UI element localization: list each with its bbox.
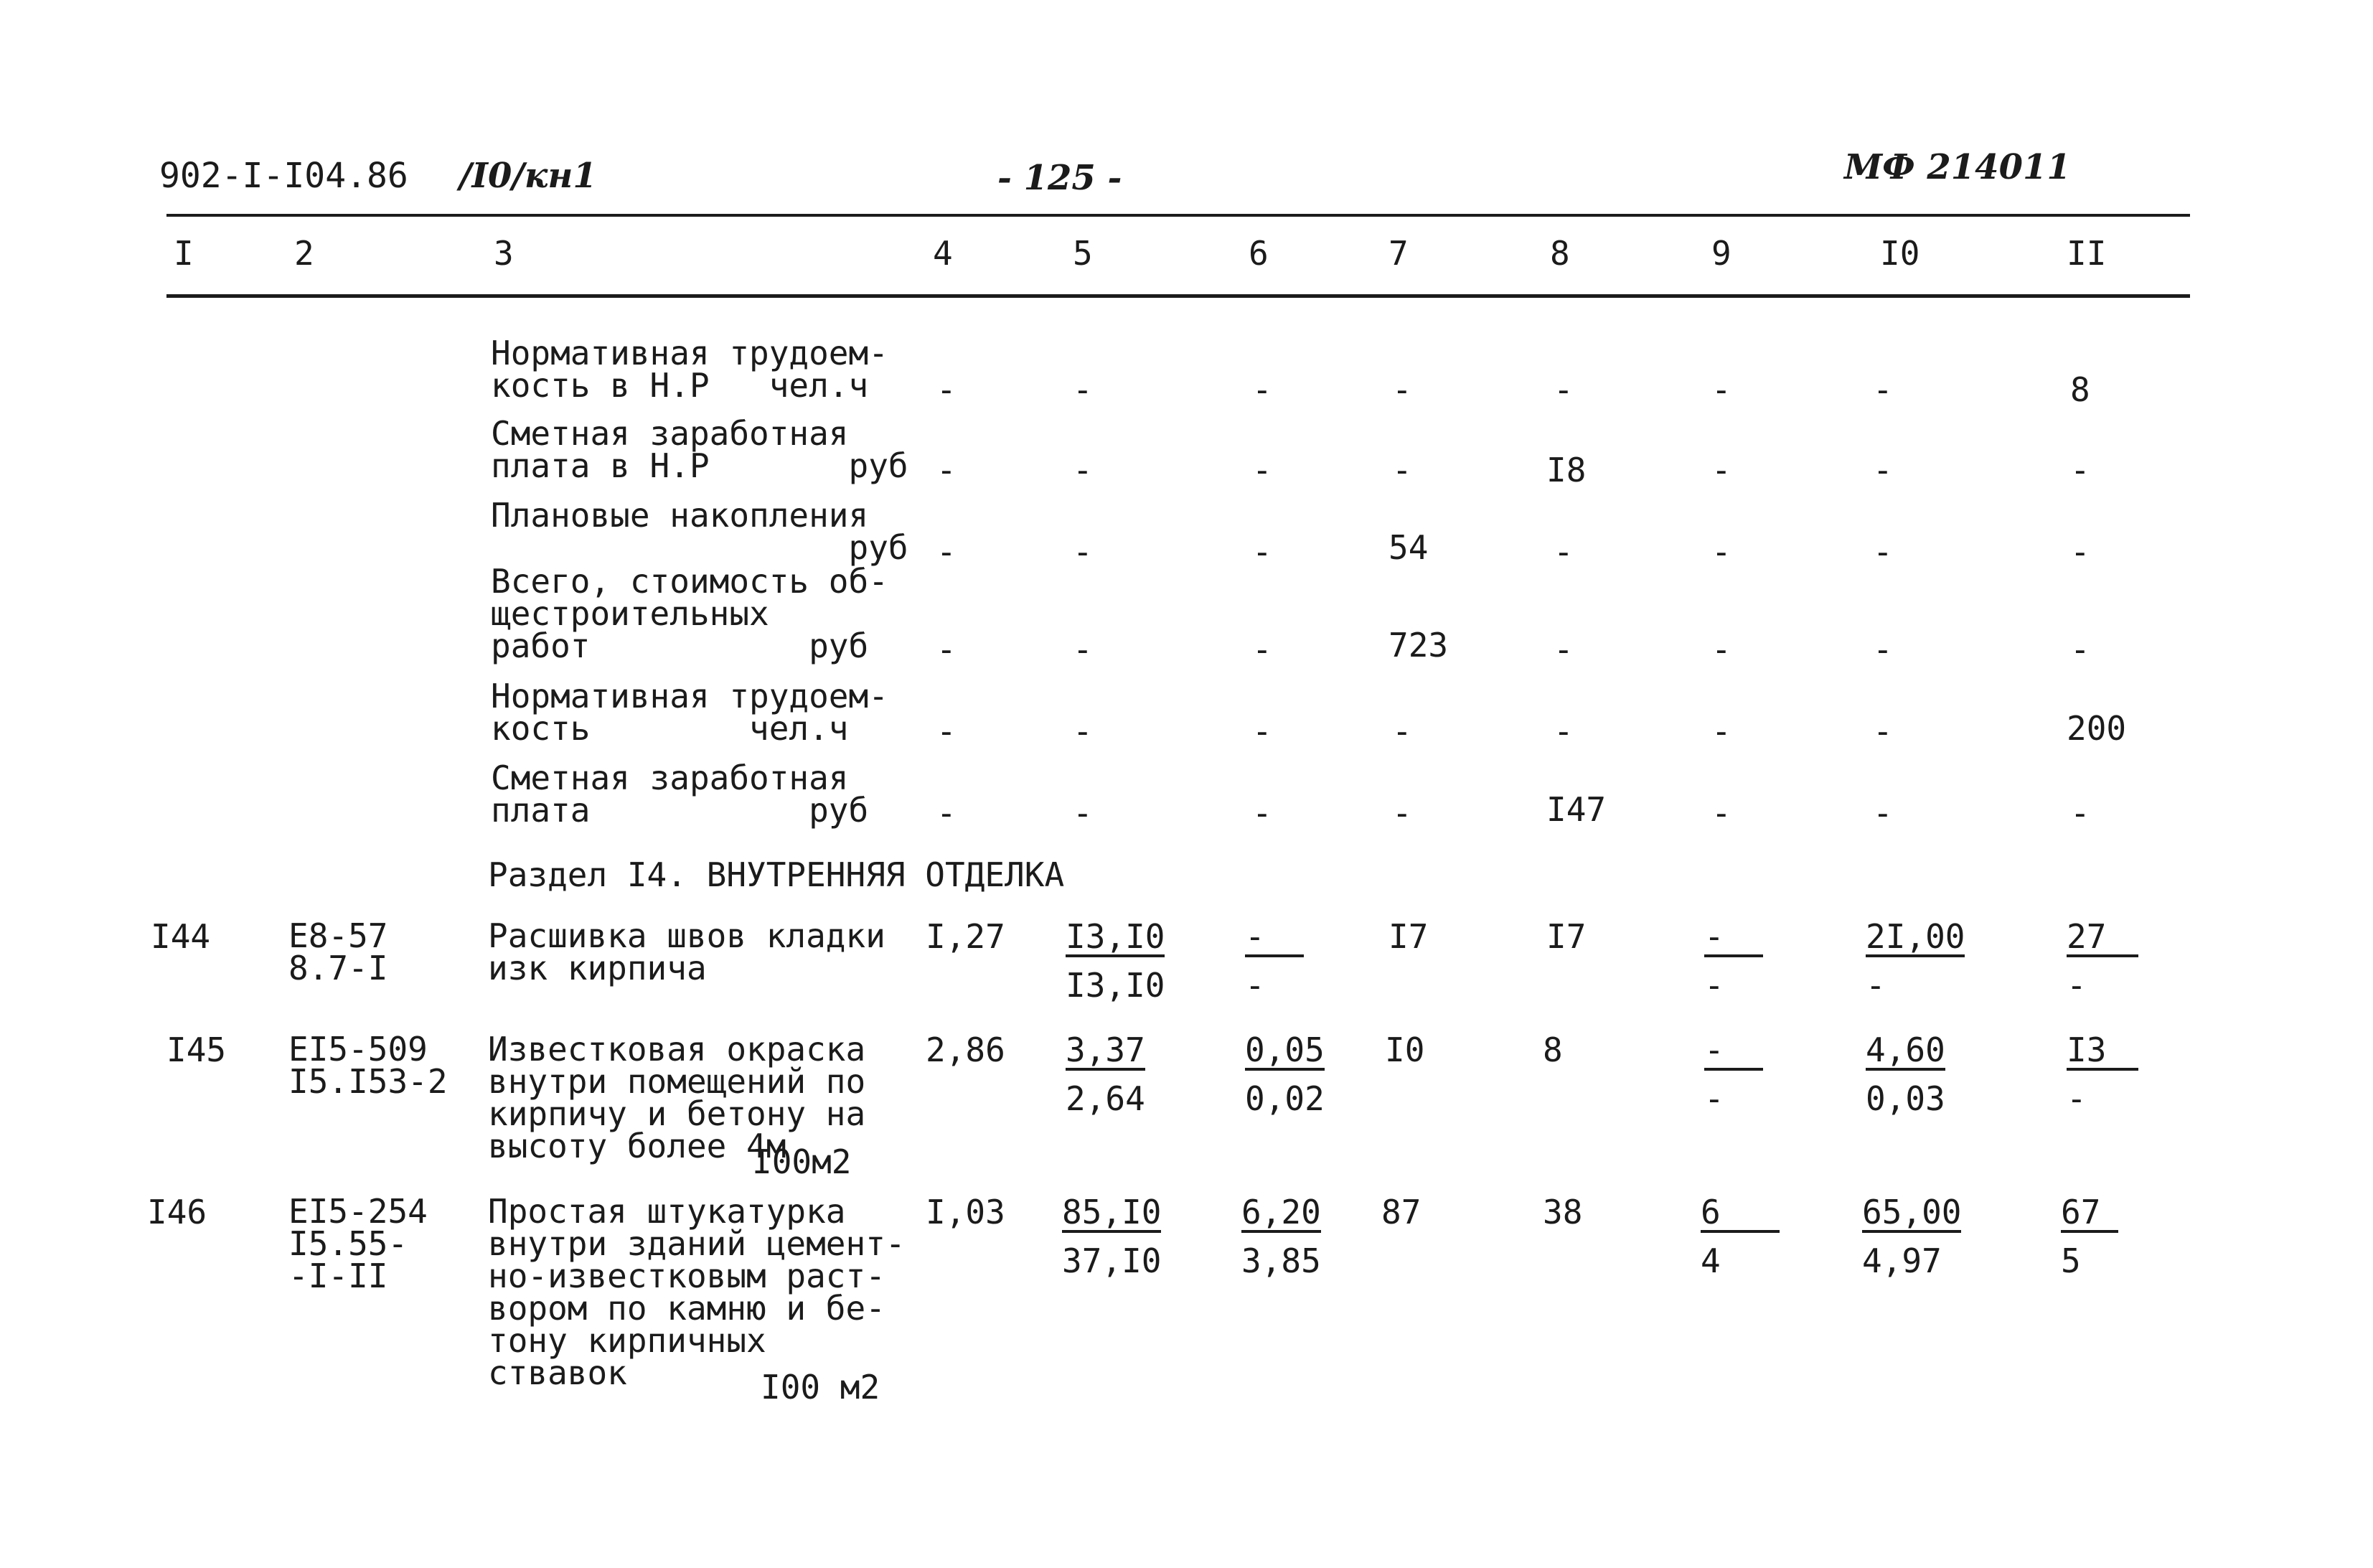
item-labor-total-machines: - [2067,966,2087,1005]
summary-row-label: Сметная заработная плата в Н.Р руб [491,414,908,485]
summary-row-cell: - [1711,532,1731,571]
table-header-rule [166,294,2190,298]
item-labor-norm-machines: 4,97 [1862,1241,1942,1280]
item-number: I46 [147,1193,207,1231]
item-code: E8-57 8.7-I [288,916,388,987]
item-labor-sum: 38 [1543,1193,1583,1231]
summary-row-cell: - [1711,451,1731,489]
col-number-2: 2 [294,234,314,273]
item-machines-labor: 3,85 [1241,1241,1321,1280]
col-number-1: I [174,234,194,273]
summary-row-cell: - [1554,532,1574,571]
summary-row-cell: - [936,794,957,832]
item-labor-sum: I7 [1546,917,1587,956]
item-unit: I00м2 [752,1142,852,1181]
summary-row-cell: 200 [2067,709,2127,748]
item-labor-norm-machines: - [1866,966,1886,1005]
summary-row-cell: - [1873,630,1893,669]
summary-row-cell: - [1711,712,1731,751]
col-number-7: 7 [1388,234,1409,273]
summary-row-cell: - [1873,794,1893,832]
item-cost-total: 3,37 [1066,1031,1145,1069]
summary-row-cell: - [2070,532,2090,571]
item-labor-norm: 4,60 [1866,1031,1945,1069]
summary-row-label: Всего, стоимость об- щестроительных работ руб [491,562,888,665]
col-number-4: 4 [933,234,953,273]
item-machine-sum: 6 [1701,1196,1780,1233]
col-number-10: I0 [1880,234,1920,273]
summary-row-cell: - [1711,794,1731,832]
item-labor-total: I3 [2067,1033,2138,1071]
item-description: Известковая окраска внутри помещений по кирпичу и бетону на высоту более 4м [488,1030,866,1165]
item-unit: I00 м2 [761,1368,880,1407]
summary-row-cell: - [2070,630,2090,669]
item-cost-labor: 2,64 [1066,1079,1145,1118]
col-number-3: 3 [494,234,514,273]
item-quantity: 2,86 [926,1031,1005,1069]
summary-row-cell: I47 [1546,790,1607,829]
summary-row-cell: - [1252,532,1272,571]
col-number-8: 8 [1550,234,1570,273]
doc-album: /I0/кн1 [459,156,597,196]
item-description: Простая штукатурка внутри зданий цемент- но-известковым раст- вором по камню и бе- тону кирпичных ствавок [488,1192,906,1392]
item-number: I44 [151,917,211,956]
item-labor-norm: 2I,00 [1866,917,1965,956]
summary-row-cell: - [1873,451,1893,489]
summary-row-cell: - [1554,712,1574,751]
summary-row-cell: - [1392,794,1412,832]
summary-row-cell: - [1073,794,1093,832]
summary-row-cell: 8 [2070,370,2090,409]
summary-row-label: Нормативная трудоем- кость чел.ч [491,677,888,748]
summary-row-cell: - [1554,630,1574,669]
summary-row-cell: - [1073,532,1093,571]
item-cost-labor: 37,I0 [1062,1241,1162,1280]
summary-row-cell: - [936,370,957,409]
item-total-sum: I0 [1385,1031,1425,1069]
summary-row-cell: - [936,630,957,669]
summary-row-cell: - [1252,794,1272,832]
item-code: EI5-254 I5.55- -I-II [288,1192,428,1295]
summary-row-cell: - [1711,630,1731,669]
item-labor-total: 67 [2061,1196,2118,1233]
item-machines-labor: 0,02 [1245,1079,1325,1118]
item-number: I45 [166,1031,227,1069]
item-labor-sum: 8 [1543,1031,1563,1069]
summary-row-cell: - [936,451,957,489]
summary-row-cell: - [1252,630,1272,669]
item-machine-labor-sum: - [1704,966,1724,1005]
item-quantity: I,27 [926,917,1005,956]
summary-row-cell: 54 [1388,528,1429,567]
summary-row-cell: - [1873,370,1893,409]
item-machine-labor-sum: 4 [1701,1241,1721,1280]
item-labor-total-machines: 5 [2061,1241,2081,1280]
item-cost-labor: I3,I0 [1066,966,1165,1005]
summary-row-cell: - [2070,794,2090,832]
summary-row-cell: - [1073,451,1093,489]
item-cost-total: 85,I0 [1062,1193,1162,1231]
item-machines: 0,05 [1245,1031,1325,1069]
item-machine-sum: - [1704,920,1763,957]
summary-row-cell: - [1873,532,1893,571]
summary-row-cell: 723 [1388,626,1449,665]
item-quantity: I,03 [926,1193,1005,1231]
item-labor-norm-machines: 0,03 [1866,1079,1945,1118]
item-labor-total: 27 [2067,920,2138,957]
page-number: - 125 - [997,158,1122,198]
item-total-sum: I7 [1388,917,1429,956]
item-labor-norm: 65,00 [1862,1193,1962,1231]
item-machine-sum: - [1704,1033,1763,1071]
item-machines: - [1245,920,1304,957]
table-top-rule [166,214,2190,217]
col-number-9: 9 [1711,234,1731,273]
stamp-number: МФ 214011 [1844,147,2071,187]
item-total-sum: 87 [1381,1193,1422,1231]
summary-row-cell: - [1252,370,1272,409]
summary-row-cell: - [2070,451,2090,489]
col-number-6: 6 [1249,234,1269,273]
summary-row-cell: - [1073,712,1093,751]
col-number-5: 5 [1073,234,1093,273]
item-machine-labor-sum: - [1704,1079,1724,1118]
item-description: Расшивка швов кладки изк кирпича [488,916,885,987]
item-machines: 6,20 [1241,1193,1321,1231]
summary-row-cell: I8 [1546,451,1587,489]
item-code: EI5-509 I5.I53-2 [288,1030,448,1101]
item-cost-total: I3,I0 [1066,917,1165,956]
summary-row-label: Нормативная трудоем- кость в Н.Р чел.ч [491,334,888,405]
summary-row-cell: - [936,532,957,571]
summary-row-cell: - [936,712,957,751]
item-labor-total-machines: - [2067,1079,2087,1118]
summary-row-cell: - [1392,712,1412,751]
doc-code: 902-I-I04.86 [159,156,408,196]
summary-row-cell: - [1252,712,1272,751]
summary-row-cell: - [1392,451,1412,489]
summary-row-label: Сметная заработная плата руб [491,759,869,830]
summary-row-cell: - [1873,712,1893,751]
summary-row-cell: - [1073,370,1093,409]
item-machines-labor: - [1245,966,1265,1005]
col-number-11: II [2067,234,2107,273]
section-title: Раздел I4. ВНУТРЕННЯЯ ОТДЕЛКА [488,855,1065,894]
summary-row-cell: - [1252,451,1272,489]
summary-row-cell: - [1711,370,1731,409]
summary-row-cell: - [1392,370,1412,409]
summary-row-label: Плановые накопления руб [491,496,908,567]
summary-row-cell: - [1554,370,1574,409]
summary-row-cell: - [1073,630,1093,669]
